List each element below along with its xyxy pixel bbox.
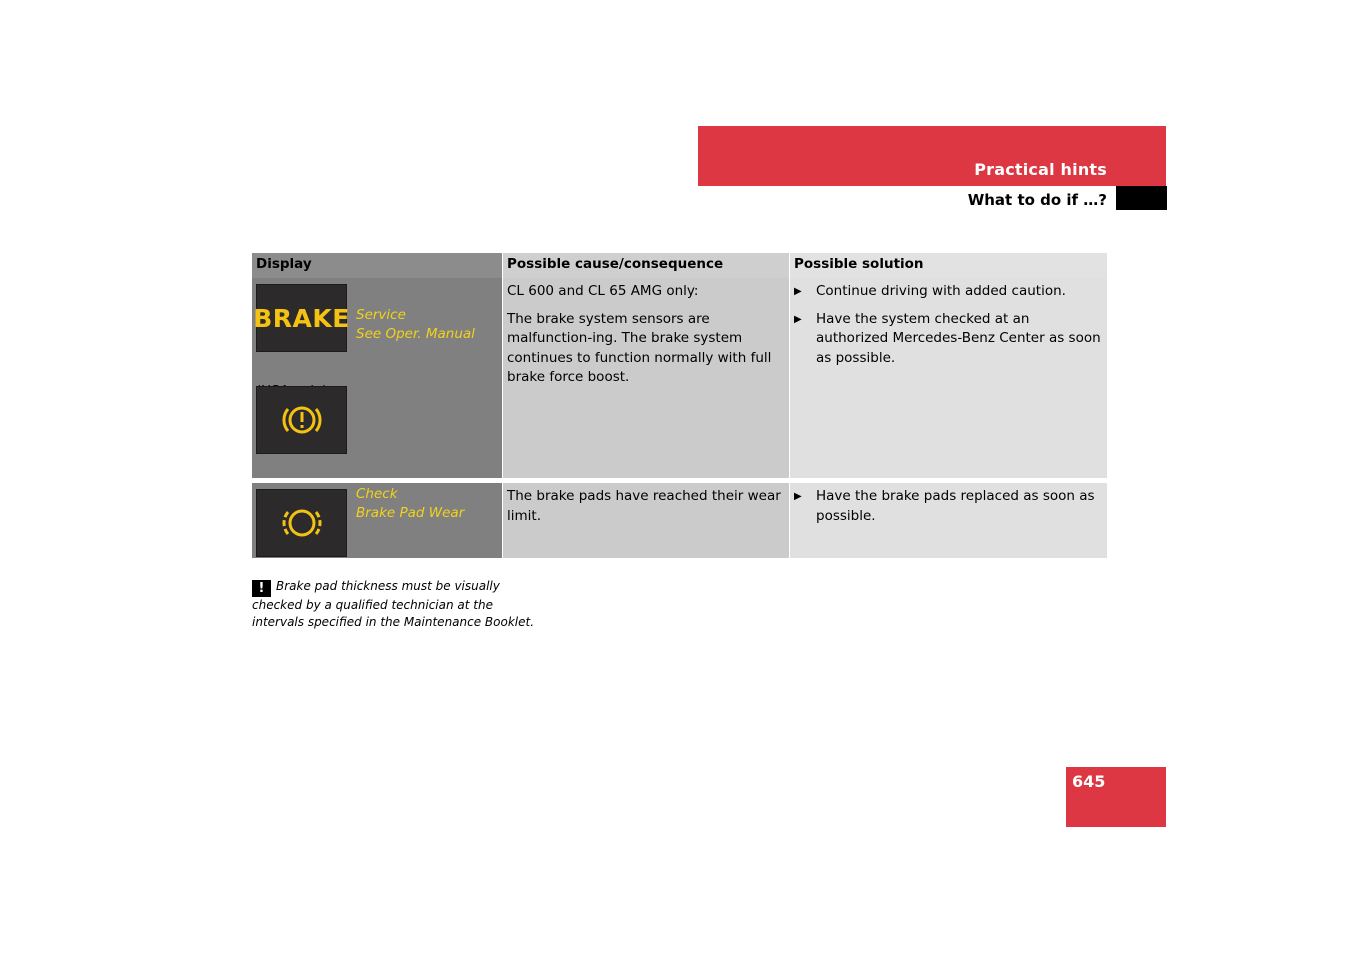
solution-text: Have the brake pads replaced as soon as possible. [816, 488, 1095, 524]
section-title: Practical hints [974, 160, 1107, 179]
brake-pad-wear-icon [256, 489, 347, 557]
header-tab-marker [1116, 186, 1167, 210]
cause-text: The brake system sensors are malfunction-ing. The brake system continues to function normally with full brake force boost. [507, 310, 772, 385]
solution-text: Have the system checked at an authorized Mercedes-Benz Center as soon as possible. [816, 310, 1101, 366]
column-header-solution: Possible solution [789, 253, 1107, 278]
cause-cell [502, 483, 789, 558]
cause-text: The brake pads have reached their wear limit. [507, 488, 781, 524]
column-header-cause: Possible cause/consequence [502, 253, 789, 278]
table-header-row [252, 253, 1107, 278]
page-number: 645 [1072, 772, 1106, 791]
subsection-title: What to do if …? [967, 191, 1107, 209]
warning-note [252, 578, 542, 630]
display-cell [252, 278, 502, 478]
display-message-line-1: Check [356, 486, 398, 502]
solution-text: Continue driving with added caution. [816, 283, 1066, 299]
page-number-tab [1066, 767, 1166, 827]
solution-item [794, 282, 1101, 302]
display-message-line-1: Service [356, 307, 406, 323]
column-header-display: Display [252, 253, 502, 278]
solution-item [794, 487, 1101, 526]
note-text: Brake pad thickness must be visually checked by a qualified technician at the intervals specified in the Maintenance Booklet. [252, 579, 535, 629]
solution-cell [789, 483, 1107, 558]
solution-item [794, 310, 1101, 369]
solution-cell [789, 278, 1107, 478]
table-row [252, 483, 1107, 558]
warning-exclamation-icon: ! [252, 580, 271, 597]
bullet-triangle-icon: ▶ [794, 286, 802, 297]
display-cell [252, 483, 502, 558]
bullet-triangle-icon: ▶ [794, 491, 802, 502]
brake-lamp-icon: BRAKE [256, 284, 347, 352]
display-message-line-2: See Oper. Manual [356, 326, 475, 342]
table-row [252, 278, 1107, 478]
warning-table [252, 253, 1107, 558]
cause-text: CL 600 and CL 65 AMG only: [507, 283, 699, 299]
cause-cell [502, 278, 789, 478]
display-message-line-2: Brake Pad Wear [356, 505, 465, 521]
bullet-triangle-icon: ▶ [794, 313, 802, 325]
brake-warning-exclamation-icon [256, 386, 347, 454]
